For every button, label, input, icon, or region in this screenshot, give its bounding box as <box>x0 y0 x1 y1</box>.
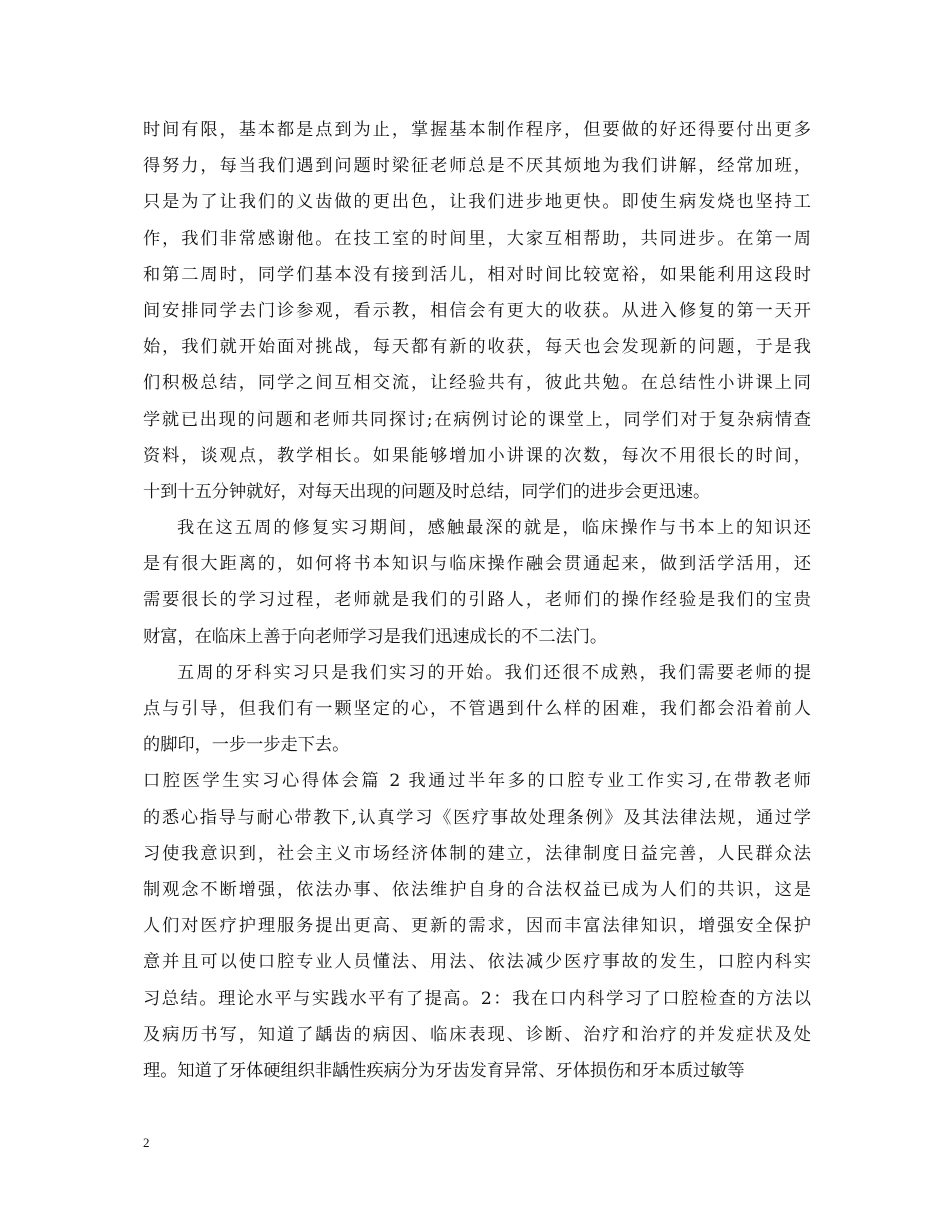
text-line: 点与引导，但我们有一颗坚定的心，不管遇到什么样的困难，我们都会沿着前人 <box>143 699 811 719</box>
text-line: 意并且可以使口腔专业人员懂法、用法、依法减少医疗事故的发生，口腔内科实 <box>143 952 811 973</box>
text-line: 始，我们就开始面对挑战，每天都有新的收获，每天也会发现新的问题，于是我 <box>143 337 811 358</box>
text-line: 只是为了让我们的义齿做的更出色，让我们进步地更快。即使生病发烧也坚持工 <box>143 192 811 213</box>
paragraph <box>143 510 811 655</box>
text-line: 学就已出现的问题和老师共同探讨;在病例讨论的课堂上，同学们对于复杂病情查 <box>143 409 811 430</box>
text-line: 口腔医学生实习心得体会篇 2 我通过半年多的口腔专业工作实习,在带教老师 <box>143 771 811 792</box>
text-line: 五周的牙科实习只是我们实习的开始。我们还很不成熟，我们需要老师的提 <box>177 662 811 683</box>
text-line: 得努力，每当我们遇到问题时梁征老师总是不厌其烦地为我们讲解，经常加班， <box>143 156 811 177</box>
text-line: 习总结。理论水平与实践水平有了提高。2：我在口内科学习了口腔检查的方法以 <box>143 988 811 1009</box>
text-line: 十到十五分钟就好，对每天出现的问题及时总结，同学们的进步会更迅速。 <box>143 481 711 502</box>
text-line: 和第二周时，同学们基本没有接到活儿，相对时间比较宽裕，如果能利用这段时 <box>143 264 811 285</box>
text-line: 需要很长的学习过程，老师就是我们的引路人，老师们的操作经验是我们的宝贵 <box>143 590 811 611</box>
text-line: 习使我意识到，社会主义市场经济体制的建立，法律制度日益完善，人民群众法 <box>143 843 811 864</box>
page-number: 2 <box>143 1135 150 1150</box>
document-body <box>143 112 811 1089</box>
text-line: 理。知道了牙体硬组织非龋性疾病分为牙齿发育异常、牙体损伤和牙本质过敏等 <box>143 1060 745 1081</box>
text-line: 的脚印，一步一步走下去。 <box>143 735 350 756</box>
text-line: 人们对医疗护理服务提出更高、更新的需求，因而丰富法律知识，增强安全保护 <box>143 916 811 937</box>
text-line: 间安排同学去门诊参观，看示教，相信会有更大的收获。从进入修复的第一天开 <box>143 300 811 321</box>
text-line: 是有很大距离的，如何将书本知识与临床操作融会贯通起来，做到活学活用，还 <box>143 554 811 575</box>
text-line: 制观念不断增强，依法办事、依法维护自身的合法权益已成为人们的共识，这是 <box>143 879 811 900</box>
paragraph <box>143 763 811 1089</box>
text-line: 的悉心指导与耐心带教下,认真学习《医疗事故处理条例》及其法律法规，通过学 <box>143 807 811 828</box>
text-line: 时间有限，基本都是点到为止，掌握基本制作程序，但要做的好还得要付出更多 <box>143 120 811 140</box>
text-line: 财富，在临床上善于向老师学习是我们迅速成长的不二法门。 <box>143 626 608 647</box>
text-line: 作，我们非常感谢他。在技工室的时间里，大家互相帮助，共同进步。在第一周 <box>143 228 811 249</box>
text-line: 及病历书写，知道了龋齿的病因、临床表现、诊断、治疗和治疗的并发症状及处 <box>143 1024 811 1045</box>
paragraph <box>143 112 811 510</box>
text-line: 资料，谈观点，教学相长。如果能够增加小讲课的次数，每次不用很长的时间， <box>143 445 811 466</box>
paragraph <box>143 655 811 764</box>
text-line: 我在这五周的修复实习期间，感触最深的就是，临床操作与书本上的知识还 <box>177 518 811 539</box>
text-line: 们积极总结，同学之间互相交流，让经验共有，彼此共勉。在总结性小讲课上同 <box>143 373 811 394</box>
